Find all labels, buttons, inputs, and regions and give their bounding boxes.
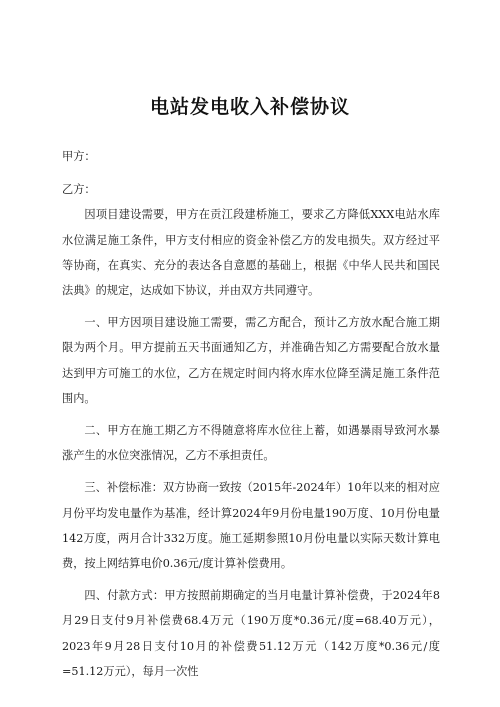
paragraph-preamble: 因项目建设需要，甲方在贡江段建桥施工，要求乙方降低XXX电站水库水位满足施工条件，甲方支付相应的资金补偿乙方的发电损失。双方经过平等协商，在真实、充分的表达各自意愿的基础上，根据《中华人民共和国民法典》的规定，达成如下协议，并由双方共同遵守。	[62, 208, 440, 297]
party-a-label: 甲方：	[62, 150, 96, 163]
paragraph-clause-4: 四、付款方式：甲方按照前期确定的当月电量计算补偿费，于2024年8月29日支付9月补偿费68.4万元（190万度*0.36元/度=68.40万元），2023年9月28日支付10月的补偿费51.12万元（142万度*0.36元/度=51.12万元），每月一次性	[62, 589, 440, 678]
paragraph-clause-3: 三、补偿标准：双方协商一致按（2015年-2024年）10年以来的相对应月份平均发电量作为基准，经计算2024年9月份电量190万度、10月份电量142万度，两月合计332万度。施工延期参照10月份电量以实际天数计算电费，按上网结算电价0.36元/度计算补偿费用。	[62, 481, 440, 571]
document-body	[62, 144, 440, 684]
party-b-label: 乙方：	[62, 183, 96, 197]
document-title: 电站发电收入补偿协议	[149, 96, 350, 118]
paragraph-clause-1: 一、甲方因项目建设施工需要，需乙方配合，预计乙方放水配合施工期限为两个月。甲方提前五天书面通知乙方，并准确告知乙方需要配合放水量达到甲方可施工的水位，乙方在规定时间内将水库水位降至满足施工条件范围内。	[62, 316, 440, 405]
paragraph-clause-2: 二、甲方在施工期乙方不得随意将库水位往上蓄，如遇暴雨导致河水暴涨产生的水位突涨情况，乙方不承担责任。	[62, 424, 440, 463]
